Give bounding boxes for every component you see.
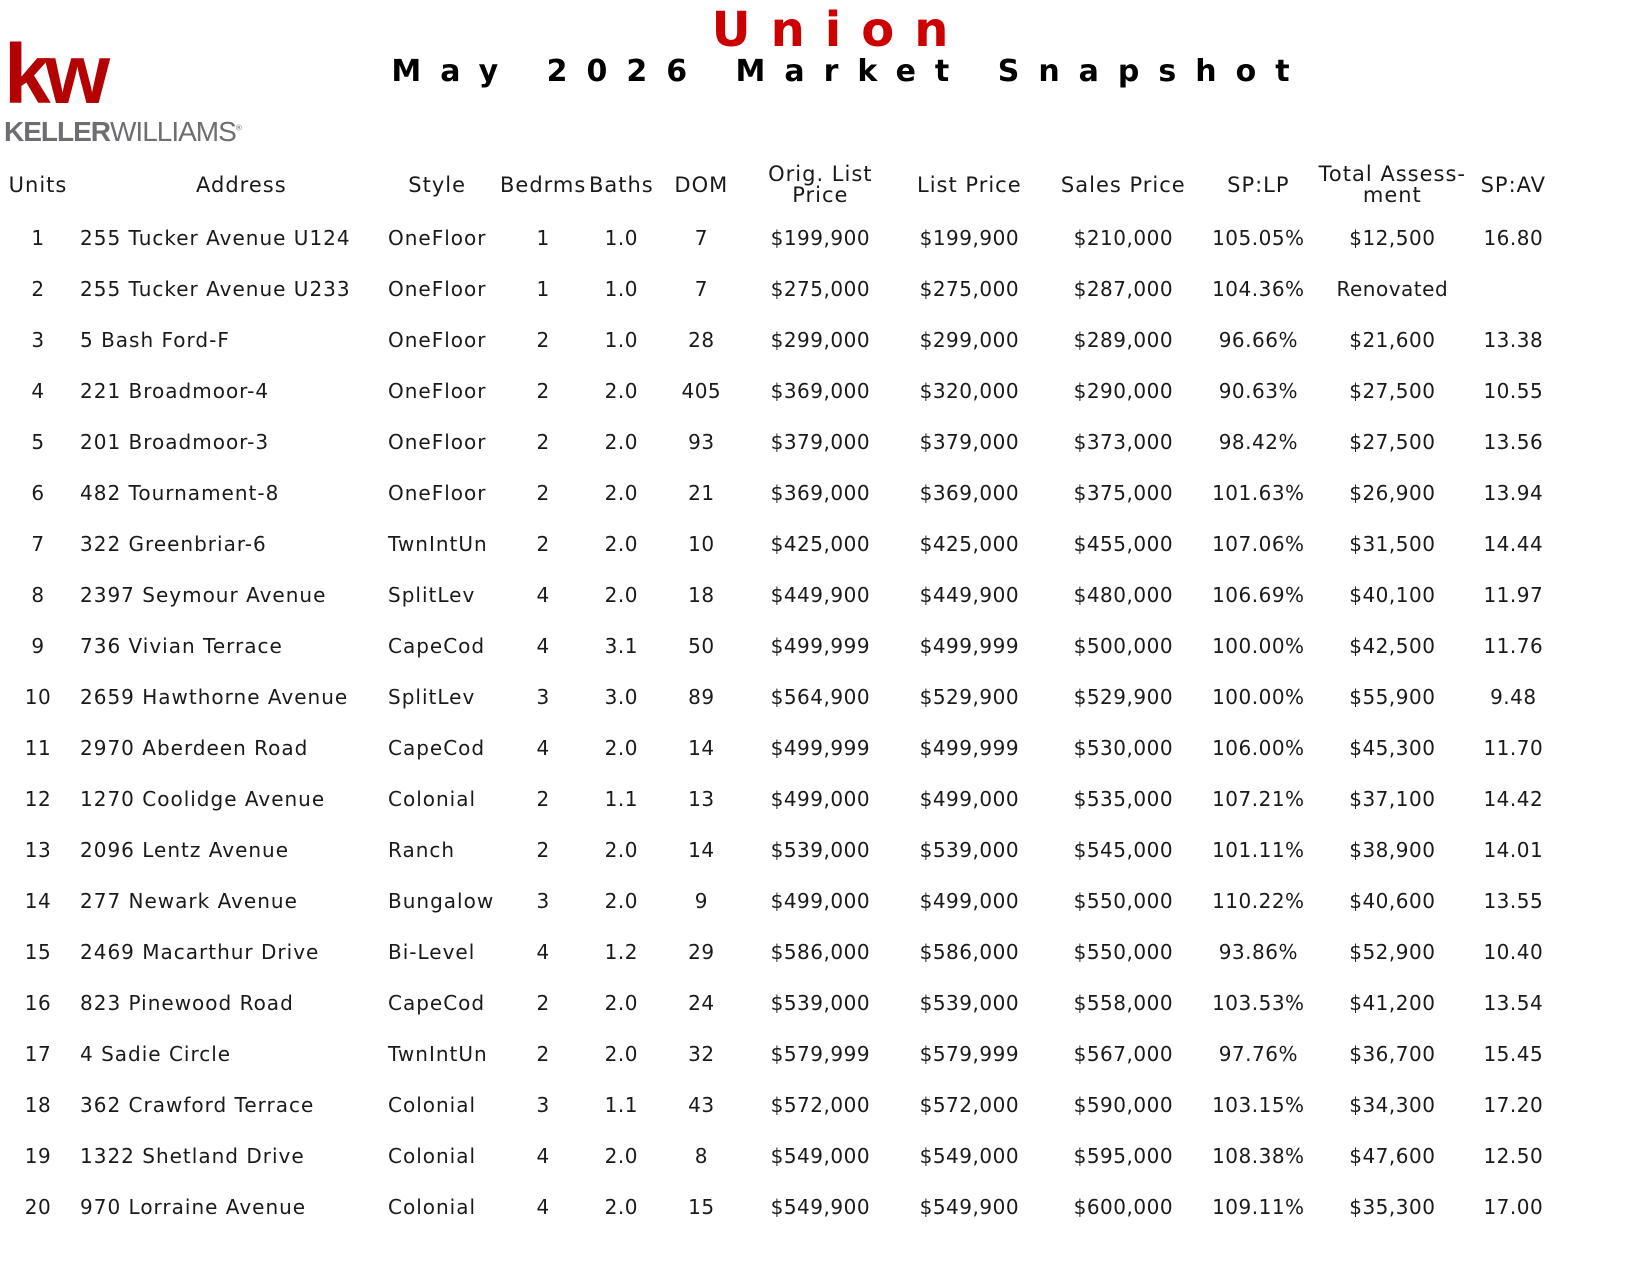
sp-av-cell: 11.70 [1483, 735, 1544, 760]
table-row [0, 569, 1556, 620]
orig-list-price-cell: $499,999 [770, 633, 871, 658]
assessment-cell: $27,500 [1349, 429, 1436, 454]
sp-lp-cell: 101.63% [1212, 480, 1305, 505]
unit-cell: 12 [24, 786, 52, 811]
sp-av-cell [1470, 263, 1556, 314]
sales-price-cell: $480,000 [1073, 582, 1174, 607]
orig-list-price-cell: $369,000 [770, 480, 871, 505]
dom-cell: 28 [688, 327, 715, 352]
style-cell: Colonial [388, 786, 477, 811]
baths-cell: 2.0 [604, 429, 638, 454]
orig-list-price-cell: $499,999 [770, 735, 871, 760]
col-header-bedrooms: Bedrms [500, 172, 587, 197]
sales-price-cell: $287,000 [1073, 276, 1174, 301]
unit-cell: 3 [31, 327, 45, 352]
logo-name-light: WILLIAMS [110, 116, 236, 147]
dom-cell: 93 [688, 429, 715, 454]
sales-price-cell: $455,000 [1073, 531, 1174, 556]
bedrooms-cell: 4 [536, 582, 550, 607]
address-cell: 201 Broadmoor-3 [80, 429, 270, 454]
baths-cell: 1.0 [604, 225, 638, 250]
table-row [0, 824, 1556, 875]
address-cell: 255 Tucker Avenue U124 [80, 225, 351, 250]
style-cell: OneFloor [388, 276, 487, 301]
market-snapshot-table [0, 158, 1556, 1232]
bedrooms-cell: 4 [536, 1143, 550, 1168]
baths-cell: 2.0 [604, 1194, 638, 1219]
assessment-cell: $36,700 [1349, 1041, 1436, 1066]
style-cell: Ranch [388, 837, 456, 862]
table-row [0, 467, 1556, 518]
style-cell: OneFloor [388, 480, 487, 505]
assessment-cell: Renovated [1336, 276, 1449, 301]
sales-price-cell: $289,000 [1073, 327, 1174, 352]
sales-price-cell: $550,000 [1073, 888, 1174, 913]
sp-lp-cell: 97.76% [1218, 1041, 1298, 1066]
col-header-sp-av: SP:AV [1480, 172, 1547, 197]
sp-av-cell: 10.55 [1483, 378, 1544, 403]
sales-price-cell: $595,000 [1073, 1143, 1174, 1168]
assessment-cell: $55,900 [1349, 684, 1436, 709]
address-cell: 362 Crawford Terrace [80, 1092, 315, 1117]
sp-lp-cell: 104.36% [1212, 276, 1305, 301]
assessment-cell: $52,900 [1349, 939, 1436, 964]
bedrooms-cell: 4 [536, 735, 550, 760]
list-price-cell: $499,999 [919, 735, 1020, 760]
sp-av-cell: 15.45 [1483, 1041, 1544, 1066]
sp-av-cell: 13.54 [1483, 990, 1544, 1015]
style-cell: SplitLev [388, 582, 476, 607]
style-cell: OneFloor [388, 225, 487, 250]
baths-cell: 1.1 [604, 786, 638, 811]
sp-av-cell: 13.56 [1483, 429, 1544, 454]
bedrooms-cell: 2 [536, 378, 550, 403]
list-price-cell: $369,000 [919, 480, 1020, 505]
address-cell: 736 Vivian Terrace [80, 633, 283, 658]
address-cell: 1270 Coolidge Avenue [80, 786, 326, 811]
table-row [0, 1079, 1556, 1130]
baths-cell: 2.0 [604, 531, 638, 556]
sp-lp-cell: 100.00% [1212, 684, 1305, 709]
bedrooms-cell: 2 [536, 990, 550, 1015]
baths-cell: 2.0 [604, 480, 638, 505]
col-header-units: Units [8, 172, 68, 197]
sp-lp-cell: 107.21% [1212, 786, 1305, 811]
unit-cell: 5 [31, 429, 45, 454]
orig-list-price-cell: $299,000 [770, 327, 871, 352]
address-cell: 482 Tournament-8 [80, 480, 280, 505]
unit-cell: 20 [24, 1194, 52, 1219]
sp-lp-cell: 103.53% [1212, 990, 1305, 1015]
unit-cell: 19 [24, 1143, 52, 1168]
orig-list-price-cell: $572,000 [770, 1092, 871, 1117]
sp-av-cell: 13.94 [1483, 480, 1544, 505]
baths-cell: 3.0 [604, 684, 638, 709]
dom-cell: 89 [688, 684, 715, 709]
sales-price-cell: $545,000 [1073, 837, 1174, 862]
list-price-cell: $529,900 [919, 684, 1020, 709]
style-cell: OneFloor [388, 378, 487, 403]
sp-lp-cell: 110.22% [1212, 888, 1305, 913]
table-row [0, 212, 1556, 263]
assessment-cell: $35,300 [1349, 1194, 1436, 1219]
address-cell: 2659 Hawthorne Avenue [80, 684, 349, 709]
page-title-city: Union [711, 2, 969, 58]
col-header-orig-list-price: Orig. List Price [768, 162, 873, 207]
table-row [0, 620, 1556, 671]
baths-cell: 1.0 [604, 276, 638, 301]
unit-cell: 4 [31, 378, 45, 403]
col-header-dom: DOM [674, 172, 729, 197]
table-row [0, 365, 1556, 416]
unit-cell: 7 [31, 531, 45, 556]
sp-lp-cell: 105.05% [1212, 225, 1305, 250]
orig-list-price-cell: $275,000 [770, 276, 871, 301]
address-cell: 322 Greenbriar-6 [80, 531, 267, 556]
list-price-cell: $579,999 [919, 1041, 1020, 1066]
table-row [0, 1181, 1556, 1232]
bedrooms-cell: 2 [536, 480, 550, 505]
sales-price-cell: $590,000 [1073, 1092, 1174, 1117]
sales-price-cell: $290,000 [1073, 378, 1174, 403]
sp-lp-cell: 101.11% [1212, 837, 1305, 862]
orig-list-price-cell: $539,000 [770, 837, 871, 862]
unit-cell: 14 [24, 888, 52, 913]
sp-lp-cell: 106.69% [1212, 582, 1305, 607]
list-price-cell: $499,000 [919, 888, 1020, 913]
baths-cell: 3.1 [604, 633, 638, 658]
keller-williams-logo [4, 27, 242, 148]
dom-cell: 10 [688, 531, 715, 556]
dom-cell: 9 [694, 888, 708, 913]
orig-list-price-cell: $539,000 [770, 990, 871, 1015]
bedrooms-cell: 2 [536, 429, 550, 454]
sp-lp-cell: 90.63% [1218, 378, 1298, 403]
sp-av-cell: 14.44 [1483, 531, 1544, 556]
address-cell: 221 Broadmoor-4 [80, 378, 270, 403]
assessment-cell: $45,300 [1349, 735, 1436, 760]
dom-cell: 8 [694, 1143, 708, 1168]
address-cell: 2096 Lentz Avenue [80, 837, 290, 862]
style-cell: Colonial [388, 1194, 477, 1219]
sales-price-cell: $529,900 [1073, 684, 1174, 709]
dom-cell: 405 [681, 378, 722, 403]
sales-price-cell: $373,000 [1073, 429, 1174, 454]
col-header-list-price: List Price [917, 172, 1022, 197]
unit-cell: 8 [31, 582, 45, 607]
style-cell: CapeCod [388, 735, 486, 760]
style-cell: OneFloor [388, 429, 487, 454]
sp-lp-cell: 100.00% [1212, 633, 1305, 658]
orig-list-price-cell: $199,900 [770, 225, 871, 250]
unit-cell: 11 [24, 735, 52, 760]
logo-reg-mark: ® [235, 123, 242, 133]
baths-cell: 2.0 [604, 582, 638, 607]
sales-price-cell: $600,000 [1073, 1194, 1174, 1219]
address-cell: 2970 Aberdeen Road [80, 735, 309, 760]
style-cell: CapeCod [388, 990, 486, 1015]
unit-cell: 15 [24, 939, 52, 964]
table-row [0, 263, 1556, 314]
table-row [0, 875, 1556, 926]
address-cell: 1322 Shetland Drive [80, 1143, 305, 1168]
assessment-cell: $12,500 [1349, 225, 1436, 250]
dom-cell: 14 [688, 735, 715, 760]
dom-cell: 7 [694, 225, 708, 250]
bedrooms-cell: 1 [536, 225, 550, 250]
address-cell: 2469 Macarthur Drive [80, 939, 320, 964]
orig-list-price-cell: $586,000 [770, 939, 871, 964]
dom-cell: 32 [688, 1041, 715, 1066]
table-row [0, 1130, 1556, 1181]
table-row [0, 722, 1556, 773]
dom-cell: 15 [688, 1194, 715, 1219]
assessment-cell: $38,900 [1349, 837, 1436, 862]
page-subtitle: May 2026 Market Snapshot [391, 54, 1309, 89]
unit-cell: 2 [31, 276, 45, 301]
baths-cell: 1.0 [604, 327, 638, 352]
assessment-cell: $40,600 [1349, 888, 1436, 913]
table-row [0, 773, 1556, 824]
bedrooms-cell: 4 [536, 633, 550, 658]
sp-av-cell: 13.38 [1483, 327, 1544, 352]
dom-cell: 50 [688, 633, 715, 658]
assessment-cell: $34,300 [1349, 1092, 1436, 1117]
list-price-cell: $549,900 [919, 1194, 1020, 1219]
sales-price-cell: $550,000 [1073, 939, 1174, 964]
kw-logo-mark: kw [4, 27, 105, 121]
bedrooms-cell: 2 [536, 531, 550, 556]
sp-av-cell: 16.80 [1483, 225, 1544, 250]
list-price-cell: $299,000 [919, 327, 1020, 352]
baths-cell: 2.0 [604, 990, 638, 1015]
baths-cell: 2.0 [604, 735, 638, 760]
style-cell: Bi-Level [388, 939, 476, 964]
assessment-cell: $27,500 [1349, 378, 1436, 403]
bedrooms-cell: 4 [536, 1194, 550, 1219]
sp-av-cell: 17.20 [1483, 1092, 1544, 1117]
orig-list-price-cell: $379,000 [770, 429, 871, 454]
baths-cell: 2.0 [604, 837, 638, 862]
bedrooms-cell: 3 [536, 684, 550, 709]
logo-name-bold: KELLER [4, 116, 110, 147]
sp-av-cell: 14.42 [1483, 786, 1544, 811]
style-cell: Colonial [388, 1092, 477, 1117]
sp-lp-cell: 96.66% [1218, 327, 1298, 352]
sp-av-cell: 11.97 [1483, 582, 1544, 607]
bedrooms-cell: 2 [536, 837, 550, 862]
sales-price-cell: $375,000 [1073, 480, 1174, 505]
table-header-row [0, 158, 1556, 212]
address-cell: 823 Pinewood Road [80, 990, 294, 1015]
unit-cell: 18 [24, 1092, 52, 1117]
list-price-cell: $379,000 [919, 429, 1020, 454]
sales-price-cell: $210,000 [1073, 225, 1174, 250]
unit-cell: 6 [31, 480, 45, 505]
orig-list-price-cell: $564,900 [770, 684, 871, 709]
table-row [0, 671, 1556, 722]
orig-list-price-cell: $425,000 [770, 531, 871, 556]
sp-lp-cell: 107.06% [1212, 531, 1305, 556]
list-price-cell: $549,000 [919, 1143, 1020, 1168]
bedrooms-cell: 4 [536, 939, 550, 964]
bedrooms-cell: 2 [536, 327, 550, 352]
assessment-cell: $42,500 [1349, 633, 1436, 658]
assessment-cell: $31,500 [1349, 531, 1436, 556]
orig-list-price-cell: $499,000 [770, 786, 871, 811]
list-price-cell: $572,000 [919, 1092, 1020, 1117]
assessment-cell: $37,100 [1349, 786, 1436, 811]
unit-cell: 10 [24, 684, 52, 709]
sp-av-cell: 11.76 [1483, 633, 1544, 658]
col-header-style: Style [408, 172, 466, 197]
orig-list-price-cell: $549,900 [770, 1194, 871, 1219]
table-row [0, 1028, 1556, 1079]
address-cell: 277 Newark Avenue [80, 888, 298, 913]
dom-cell: 24 [688, 990, 715, 1015]
orig-list-price-cell: $579,999 [770, 1041, 871, 1066]
list-price-cell: $586,000 [919, 939, 1020, 964]
baths-cell: 1.2 [604, 939, 638, 964]
assessment-cell: $26,900 [1349, 480, 1436, 505]
table-row [0, 926, 1556, 977]
baths-cell: 1.1 [604, 1092, 638, 1117]
table-row [0, 314, 1556, 365]
address-cell: 5 Bash Ford-F [80, 327, 230, 352]
dom-cell: 13 [688, 786, 715, 811]
dom-cell: 7 [694, 276, 708, 301]
address-cell: 970 Lorraine Avenue [80, 1194, 307, 1219]
sp-av-cell: 14.01 [1483, 837, 1544, 862]
list-price-cell: $425,000 [919, 531, 1020, 556]
table-row [0, 518, 1556, 569]
col-header-address: Address [196, 172, 287, 197]
dom-cell: 29 [688, 939, 715, 964]
bedrooms-cell: 2 [536, 786, 550, 811]
list-price-cell: $449,900 [919, 582, 1020, 607]
sp-av-cell: 12.50 [1483, 1143, 1544, 1168]
style-cell: Colonial [388, 1143, 477, 1168]
list-price-cell: $199,900 [919, 225, 1020, 250]
col-header-baths: Baths [588, 172, 654, 197]
sp-av-cell: 9.48 [1490, 684, 1537, 709]
sales-price-cell: $535,000 [1073, 786, 1174, 811]
list-price-cell: $539,000 [919, 837, 1020, 862]
kw-logo-name [4, 116, 242, 148]
bedrooms-cell: 2 [536, 1041, 550, 1066]
bedrooms-cell: 1 [536, 276, 550, 301]
orig-list-price-cell: $449,900 [770, 582, 871, 607]
unit-cell: 9 [31, 633, 45, 658]
baths-cell: 2.0 [604, 1143, 638, 1168]
address-cell: 4 Sadie Circle [80, 1041, 232, 1066]
orig-list-price-cell: $369,000 [770, 378, 871, 403]
style-cell: SplitLev [388, 684, 476, 709]
style-cell: OneFloor [388, 327, 487, 352]
orig-list-price-cell: $499,000 [770, 888, 871, 913]
assessment-cell: $47,600 [1349, 1143, 1436, 1168]
baths-cell: 2.0 [604, 888, 638, 913]
table-row [0, 977, 1556, 1028]
sales-price-cell: $530,000 [1073, 735, 1174, 760]
unit-cell: 13 [24, 837, 52, 862]
sp-lp-cell: 109.11% [1212, 1194, 1305, 1219]
style-cell: CapeCod [388, 633, 486, 658]
sp-lp-cell: 103.15% [1212, 1092, 1305, 1117]
dom-cell: 14 [688, 837, 715, 862]
dom-cell: 43 [688, 1092, 715, 1117]
assessment-cell: $21,600 [1349, 327, 1436, 352]
list-price-cell: $499,000 [919, 786, 1020, 811]
dom-cell: 21 [688, 480, 715, 505]
sp-av-cell: 10.40 [1483, 939, 1544, 964]
sp-lp-cell: 108.38% [1212, 1143, 1305, 1168]
baths-cell: 2.0 [604, 378, 638, 403]
assessment-cell: $41,200 [1349, 990, 1436, 1015]
sales-price-cell: $500,000 [1073, 633, 1174, 658]
list-price-cell: $320,000 [919, 378, 1020, 403]
sales-price-cell: $567,000 [1073, 1041, 1174, 1066]
sp-av-cell: 17.00 [1483, 1194, 1544, 1219]
bedrooms-cell: 3 [536, 888, 550, 913]
unit-cell: 16 [24, 990, 52, 1015]
style-cell: Bungalow [388, 888, 495, 913]
sp-av-cell: 13.55 [1483, 888, 1544, 913]
dom-cell: 18 [688, 582, 715, 607]
style-cell: TwnIntUn [388, 531, 488, 556]
style-cell: TwnIntUn [388, 1041, 488, 1066]
sp-lp-cell: 98.42% [1218, 429, 1298, 454]
unit-cell: 1 [31, 225, 45, 250]
list-price-cell: $499,999 [919, 633, 1020, 658]
sales-price-cell: $558,000 [1073, 990, 1174, 1015]
list-price-cell: $275,000 [919, 276, 1020, 301]
table-row [0, 416, 1556, 467]
address-cell: 2397 Seymour Avenue [80, 582, 327, 607]
col-header-sp-lp: SP:LP [1227, 172, 1290, 197]
unit-cell: 17 [24, 1041, 52, 1066]
address-cell: 255 Tucker Avenue U233 [80, 276, 351, 301]
col-header-total-assessment: Total Assess-ment [1318, 162, 1466, 207]
list-price-cell: $539,000 [919, 990, 1020, 1015]
col-header-sales-price: Sales Price [1060, 172, 1186, 197]
assessment-cell: $40,100 [1349, 582, 1436, 607]
baths-cell: 2.0 [604, 1041, 638, 1066]
bedrooms-cell: 3 [536, 1092, 550, 1117]
orig-list-price-cell: $549,000 [770, 1143, 871, 1168]
sp-lp-cell: 93.86% [1218, 939, 1298, 964]
sp-lp-cell: 106.00% [1212, 735, 1305, 760]
